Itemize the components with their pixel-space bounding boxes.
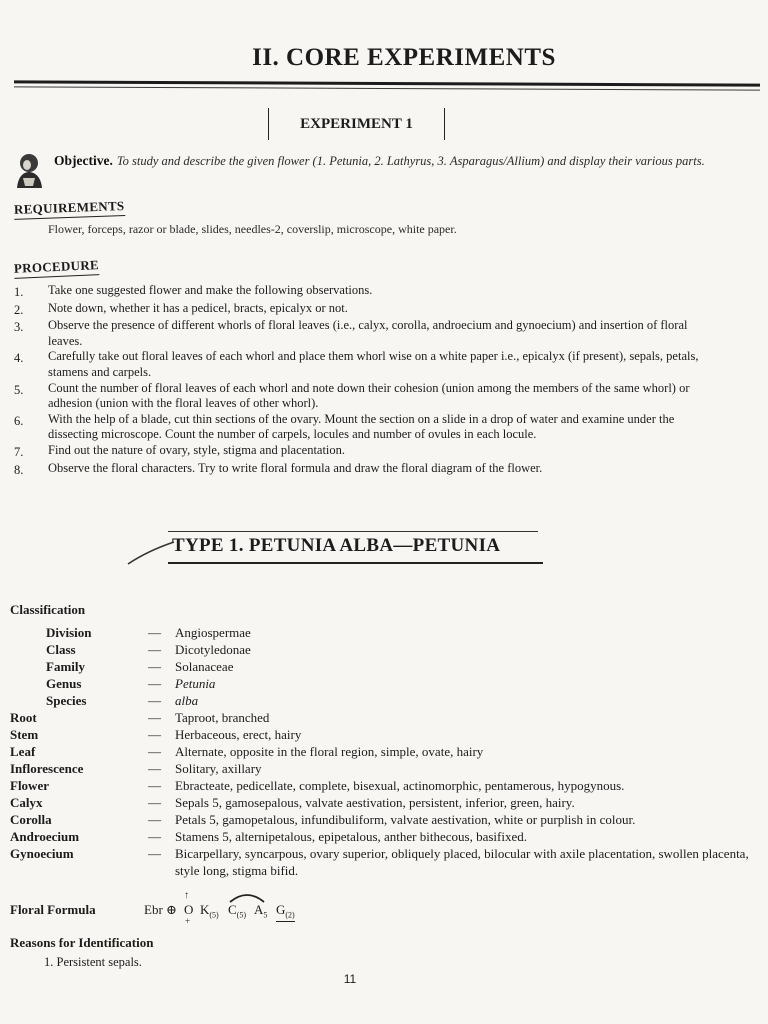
character-value: Herbaceous, erect, hairy [175, 727, 302, 742]
character-row [10, 760, 750, 777]
formula-calyx [200, 902, 219, 920]
reasons-heading: Reasons for Identification [10, 935, 154, 950]
procedure-heading: PROCEDURE [14, 257, 100, 279]
formula-k: K [200, 902, 210, 917]
character-value: Bicarpellary, syncarpous, ovary superior, obliquely placed, bilocular with axile placentation, swollen placenta, style long, stigma bifid. [175, 846, 749, 878]
step-number: 3. [14, 320, 24, 335]
step-text: Find out the nature of ovary, style, stigma and placentation. [48, 442, 346, 457]
character-row [10, 641, 750, 658]
floral-formula-label: Floral Formula [10, 902, 96, 917]
formula-a-sub: 5 [263, 910, 268, 920]
character-row [10, 845, 750, 879]
formula-gynoecium [276, 902, 295, 922]
procedure-step [14, 283, 714, 301]
classification-heading: Classification [10, 602, 86, 617]
step-number: 5. [14, 382, 24, 397]
row-dash: — [148, 625, 161, 640]
objective-label: Objective. [54, 153, 113, 168]
type-top-rule [168, 531, 538, 532]
row-dash: — [148, 727, 161, 742]
character-row [10, 624, 750, 641]
scholar-icon [14, 152, 44, 190]
step-number: 8. [14, 462, 24, 477]
floral-formula [144, 890, 344, 930]
requirements-heading: REQUIREMENTS [14, 198, 125, 220]
zygomorphic-up-arrow: ↑ [184, 890, 189, 901]
character-row [10, 743, 750, 760]
step-text: Count the number of floral leaves of each whorl and note down their cohesion (union among the members of the same whorl) or adhesion (union with the floral leaves of other whorl). [48, 380, 690, 411]
row-dash: — [148, 778, 161, 793]
character-key: Class [46, 642, 76, 657]
character-row [10, 811, 750, 828]
character-value: Dicotyledonae [175, 642, 251, 657]
character-key: Division [46, 625, 92, 640]
formula-corolla [228, 902, 246, 920]
formula-a: A [254, 902, 264, 917]
character-key: Stem [10, 727, 39, 742]
type-title: TYPE 1. PETUNIA ALBA—PETUNIA [172, 535, 501, 556]
objective-paragraph [54, 152, 754, 170]
character-row [10, 777, 750, 794]
character-row [10, 692, 750, 709]
step-number: 6. [14, 413, 24, 428]
row-dash: — [148, 642, 161, 657]
row-dash: — [148, 744, 161, 759]
reason-item: 1. Persistent sepals. [44, 955, 142, 969]
character-key: Calyx [10, 795, 43, 810]
formula-sex: O [184, 902, 194, 917]
character-key: Root [10, 710, 37, 725]
character-value: Solanaceae [175, 659, 234, 674]
character-value: Angiospermae [175, 625, 251, 640]
character-row [10, 828, 750, 845]
procedure-step [14, 443, 714, 461]
step-text: Take one suggested flower and make the following observations. [48, 283, 373, 297]
formula-plus: + [185, 916, 191, 926]
character-value: alba [175, 693, 199, 708]
character-value: Sepals 5, gamosepalous, valvate aestivation, persistent, inferior, green, hairy. [175, 795, 575, 810]
procedure-step [14, 318, 714, 349]
title-rule [14, 80, 760, 86]
character-row [10, 726, 750, 743]
formula-g: G [276, 902, 286, 917]
formula-c: C [228, 902, 237, 917]
step-number: 2. [14, 302, 24, 317]
step-text: Note down, whether it has a pedicel, bracts, epicalyx or not. [48, 300, 348, 315]
character-value: Taproot, branched [175, 710, 270, 725]
character-key: Leaf [10, 744, 36, 759]
characters-table [10, 624, 750, 879]
title-rule-thin [14, 86, 760, 90]
row-dash: — [148, 829, 161, 844]
row-dash: — [148, 761, 161, 776]
character-key: Corolla [10, 812, 52, 827]
row-dash: — [148, 710, 161, 725]
character-key: Family [46, 659, 85, 674]
formula-androecium [254, 902, 267, 920]
character-key: Androecium [10, 829, 80, 844]
row-dash: — [148, 795, 161, 810]
objective-text: To study and describe the given flower (1. Petunia, 2. Lathyrus, 3. Asparagus/Allium) and display their various parts. [116, 154, 705, 168]
procedure-list [14, 283, 714, 478]
experiment-label: EXPERIMENT 1 [268, 108, 445, 140]
character-row [10, 709, 750, 726]
procedure-step [14, 349, 714, 380]
character-value: Ebracteate, pedicellate, complete, bisexual, actinomorphic, pentamerous, hypogynous. [175, 778, 625, 793]
character-key: Species [46, 693, 87, 708]
row-dash: — [148, 676, 161, 691]
character-row [10, 658, 750, 675]
step-number: 4. [14, 351, 24, 366]
row-dash: — [148, 693, 161, 708]
page-title: II. CORE EXPERIMENTS [252, 44, 556, 71]
type-underline [168, 562, 543, 564]
character-row [10, 794, 750, 811]
step-number: 1. [14, 285, 24, 299]
character-key: Inflorescence [10, 761, 84, 776]
row-dash: — [148, 812, 161, 827]
character-value: Solitary, axillary [175, 761, 262, 776]
character-key: Genus [46, 676, 82, 691]
procedure-step [14, 412, 714, 443]
page-number: 11 [343, 972, 357, 986]
procedure-step [14, 301, 714, 319]
character-value: Petals 5, gamopetalous, infundibuliform, valvate aestivation, white or purplish in colour. [175, 812, 636, 827]
step-number: 7. [14, 444, 24, 459]
procedure-step [14, 461, 714, 479]
row-dash: — [148, 659, 161, 674]
requirements-text: Flower, forceps, razor or blade, slides, needles-2, coverslip, microscope, white paper. [48, 222, 457, 236]
row-dash: — [148, 846, 161, 861]
character-key: Flower [10, 778, 49, 793]
step-text: Carefully take out floral leaves of each whorl and place them whorl wise on a white paper i.e., epicalyx (if present), sepals, petals, stamens and carpels. [48, 349, 699, 379]
step-text: With the help of a blade, cut thin sections of the ovary. Mount the section on a slide in a drop of water and examine under the dissecting microscope. Count the number of carpels, locules and number of ovules in each locule. [48, 411, 675, 442]
formula-ebr: Ebr ⊕ [144, 902, 177, 917]
character-key: Gynoecium [10, 846, 74, 861]
step-text: Observe the floral characters. Try to write floral formula and draw the floral diagram of the flower. [48, 460, 543, 475]
procedure-step [14, 381, 714, 412]
character-value: Stamens 5, alternipetalous, epipetalous, anther bithecous, basifixed. [175, 829, 527, 844]
formula-k-sub: (5) [209, 910, 219, 920]
formula-c-sub: (5) [236, 910, 246, 920]
character-row [10, 675, 750, 692]
formula-g-sub: (2) [285, 910, 295, 920]
character-value: Petunia [175, 676, 216, 691]
character-value: Alternate, opposite in the floral region, simple, ovate, hairy [175, 744, 484, 759]
step-text: Observe the presence of different whorls of floral leaves (i.e., calyx, corolla, androecium and gynoecium) and insertion of floral leaves. [48, 318, 688, 348]
